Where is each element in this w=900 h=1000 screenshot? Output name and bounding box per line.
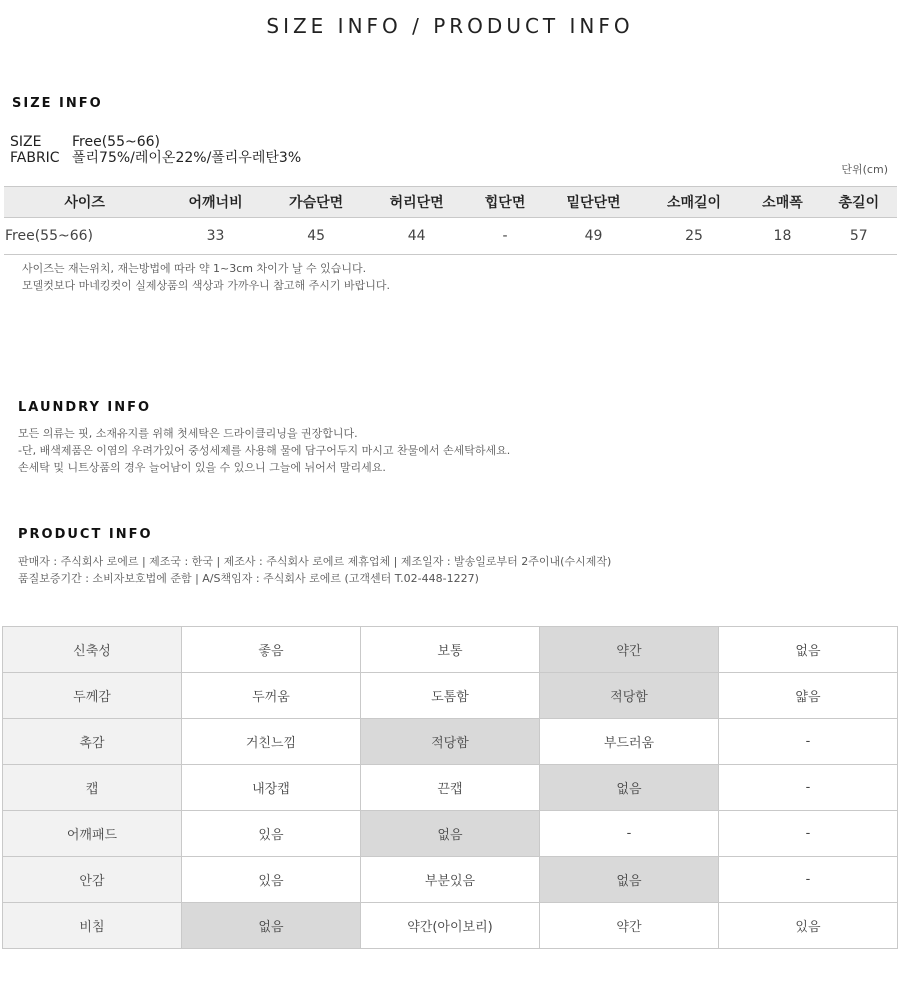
size-table — [4, 186, 897, 255]
property-label: 안감 — [3, 857, 182, 903]
laundry-notes — [18, 425, 510, 476]
property-option: 보통 — [360, 627, 539, 673]
size-cell: - — [467, 218, 543, 255]
property-label: 캡 — [3, 765, 182, 811]
size-note-line: 사이즈는 재는위치, 재는방법에 따라 약 1~3cm 차이가 날 수 있습니다. — [22, 262, 367, 275]
property-option-selected: 없음 — [360, 811, 539, 857]
size-header-cell: 밑단단면 — [543, 187, 644, 218]
property-option: - — [540, 811, 719, 857]
page-title: SIZE INFO / PRODUCT INFO — [266, 14, 634, 38]
size-notes — [22, 260, 390, 294]
size-cell: 49 — [543, 218, 644, 255]
property-label: 신축성 — [3, 627, 182, 673]
size-header-cell: 사이즈 — [4, 187, 165, 218]
size-cell: 57 — [821, 218, 897, 255]
property-option-selected: 없음 — [540, 765, 719, 811]
laundry-line: 모든 의류는 핏, 소재유지를 위해 첫세탁은 드라이클리닝을 권장합니다. — [18, 427, 358, 440]
size-info-heading: SIZE INFO — [12, 96, 103, 111]
laundry-line: -단, 배색제품은 이염의 우려가있어 중성세제를 사용해 물에 담구어두지 마시고 찬물에서 손세탁하세요. — [18, 444, 511, 457]
property-label: 어깨패드 — [3, 811, 182, 857]
size-header-cell: 소매길이 — [644, 187, 745, 218]
property-option: 도톰함 — [360, 673, 539, 719]
property-option: 얇음 — [718, 673, 897, 719]
property-option: 좋음 — [181, 627, 360, 673]
size-cell: 44 — [366, 218, 467, 255]
size-header-cell: 가슴단면 — [266, 187, 367, 218]
property-option: - — [718, 719, 897, 765]
property-label: 두께감 — [3, 673, 182, 719]
size-note-line: 모델컷보다 마네킹컷이 실제상품의 색상과 가까우니 참고해 주시기 바랍니다. — [22, 279, 391, 292]
table-row — [3, 673, 898, 719]
table-row — [4, 218, 897, 255]
property-option-selected: 없음 — [181, 903, 360, 949]
table-row — [3, 857, 898, 903]
property-option: - — [718, 811, 897, 857]
property-option: 내장캡 — [181, 765, 360, 811]
product-info-heading: PRODUCT INFO — [18, 527, 153, 542]
size-header-cell: 총길이 — [821, 187, 897, 218]
size-cell: Free(55~66) — [4, 218, 165, 255]
property-option-selected: 적당함 — [360, 719, 539, 765]
property-label: 비침 — [3, 903, 182, 949]
laundry-info-heading: LAUNDRY INFO — [18, 400, 152, 415]
property-option-selected: 없음 — [540, 857, 719, 903]
size-table-wrap — [4, 186, 897, 255]
property-option: 약간 — [540, 903, 719, 949]
fabric-key: FABRIC — [10, 150, 60, 166]
fabric-value: 폴리75%/레이온22%/폴리우레탄3% — [72, 150, 302, 166]
size-value: Free(55~66) — [72, 134, 160, 150]
size-cell: 25 — [644, 218, 745, 255]
property-option: 끈캡 — [360, 765, 539, 811]
property-option: 있음 — [181, 811, 360, 857]
unit-label: 단위(cm) — [841, 163, 888, 176]
size-cell: 45 — [266, 218, 367, 255]
size-cell: 33 — [165, 218, 266, 255]
table-row — [3, 765, 898, 811]
size-cell: 18 — [744, 218, 820, 255]
property-option: 부분있음 — [360, 857, 539, 903]
laundry-line: 손세탁 및 니트상품의 경우 늘어남이 있을 수 있으니 그늘에 뉘어서 말리세요. — [18, 461, 386, 474]
property-table-body — [3, 627, 898, 949]
property-label: 촉감 — [3, 719, 182, 765]
property-option: 거친느낌 — [181, 719, 360, 765]
table-row — [3, 811, 898, 857]
product-notes — [18, 553, 611, 587]
size-key: SIZE — [10, 134, 42, 150]
property-option: 두꺼움 — [181, 673, 360, 719]
property-option: - — [718, 765, 897, 811]
size-table-header-row — [4, 187, 897, 218]
property-option-selected: 적당함 — [540, 673, 719, 719]
size-header-cell: 허리단면 — [366, 187, 467, 218]
property-option: 있음 — [181, 857, 360, 903]
property-option: 없음 — [718, 627, 897, 673]
property-option: 부드러움 — [540, 719, 719, 765]
property-option-selected: 약간 — [540, 627, 719, 673]
property-table — [2, 626, 898, 949]
property-table-wrap — [2, 626, 898, 949]
size-spec — [10, 134, 301, 166]
table-row — [3, 903, 898, 949]
product-line: 품질보증기간 : 소비자보호법에 준함 | A/S책임자 : 주식회사 로에르 (고객센터 T.02-448-1227) — [18, 572, 479, 585]
table-row — [3, 719, 898, 765]
property-option: 있음 — [718, 903, 897, 949]
size-header-cell: 힙단면 — [467, 187, 543, 218]
table-row — [3, 627, 898, 673]
size-header-cell: 소매폭 — [744, 187, 820, 218]
property-option: - — [718, 857, 897, 903]
property-option: 약간(아이보리) — [360, 903, 539, 949]
size-header-cell: 어깨너비 — [165, 187, 266, 218]
product-line: 판매자 : 주식회사 로에르 | 제조국 : 한국 | 제조사 : 주식회사 로에르 제휴업체 | 제조일자 : 발송일로부터 2주이내(수시제작) — [18, 555, 612, 568]
